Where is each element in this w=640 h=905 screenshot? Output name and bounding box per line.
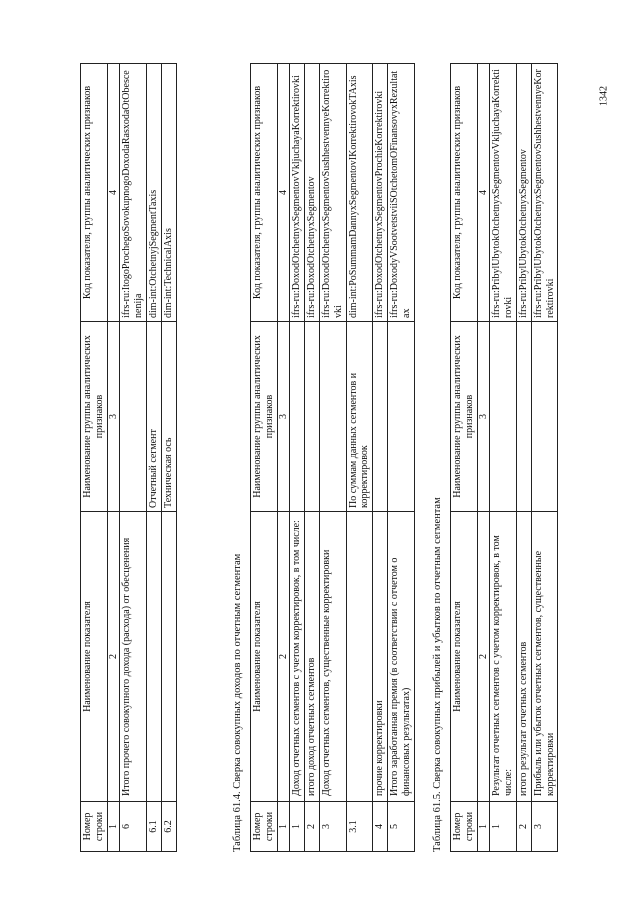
table-61-5 [450, 63, 558, 852]
table-row [531, 64, 558, 852]
row-number: 4 [373, 802, 388, 852]
caption-table-61-4: Таблица 61.4. Сверка совокупных доходов по отчетным сегментам [232, 553, 243, 852]
header-group-name: Наименование группы аналитических признаков [81, 322, 108, 512]
row-number: 2 [516, 802, 531, 852]
table-row [387, 64, 414, 852]
table-row [319, 64, 346, 852]
column-index: 1 [277, 802, 290, 852]
indicator-name [146, 512, 161, 802]
indicator-name: Доход отчетных сегментов с учетом корректировок, в том числе: [290, 512, 305, 802]
indicator-code: ifrs-ru:PribylUbytokOtchetnyxSegmentov [516, 64, 531, 322]
column-index: 2 [277, 512, 290, 802]
group-name [531, 322, 558, 512]
group-name [120, 322, 147, 512]
group-name [319, 322, 346, 512]
indicator-code: ifrs-ru:ItogoProchegoSovokupnogoDoxodaRasxodaOtObescenenija [120, 64, 147, 322]
group-name [516, 322, 531, 512]
table-row [146, 64, 161, 852]
indicator-name: Прибыль или убыток отчетных сегментов, существенные корректировки [531, 512, 558, 802]
table-row [346, 64, 373, 852]
indicator-name [161, 512, 176, 802]
table-row [490, 64, 517, 852]
indicator-code: ifrs-ru:DoxodOtchetnyxSegmentovVkljuchayaKorrektirovki [290, 64, 305, 322]
header-code: Код показателя, группы аналитических признаков [451, 64, 478, 322]
indicator-code: dim-int:PoSummamDannyxSegmentovIKorrektirovokTAxis [346, 64, 373, 322]
table-61-4-block [250, 64, 415, 852]
row-number: 1 [490, 802, 517, 852]
table-header-row [451, 64, 478, 852]
row-number: 1 [290, 802, 305, 852]
table-continuation-block [80, 64, 177, 852]
indicator-name: Итого прочего совокупного дохода (расхода) от обесценения [120, 512, 147, 802]
column-index-row [107, 64, 120, 852]
column-index: 1 [477, 802, 490, 852]
table-row [516, 64, 531, 852]
table-61-3-continuation [80, 63, 177, 852]
indicator-name: Доход отчетных сегментов, существенные корректировки [319, 512, 346, 802]
row-number: 6 [120, 802, 147, 852]
group-name [290, 322, 305, 512]
column-index-row [477, 64, 490, 852]
group-name: Отчетный сегмент [146, 322, 161, 512]
header-indicator-name: Наименование показателя [451, 512, 478, 802]
indicator-code: ifrs-ru:DoxodOtchetnyxSegmentovSushhestvennyeKorrektirovki [319, 64, 346, 322]
group-name [305, 322, 320, 512]
header-indicator-name: Наименование показателя [81, 512, 108, 802]
row-number: 3 [319, 802, 346, 852]
column-index: 2 [107, 512, 120, 802]
rotated-page-content [80, 64, 590, 852]
header-code: Код показателя, группы аналитических признаков [81, 64, 108, 322]
indicator-name: итого доход отчетных сегментов [305, 512, 320, 802]
indicator-name: Результат отчетных сегментов с учетом корректировок, в том числе: [490, 512, 517, 802]
table-row [305, 64, 320, 852]
row-number: 5 [387, 802, 414, 852]
page-number: 1342 [598, 86, 610, 106]
header-row-number: Номер строки [81, 802, 108, 852]
group-name: Техническая ось [161, 322, 176, 512]
table-row [161, 64, 176, 852]
column-index: 3 [277, 322, 290, 512]
indicator-name: итого результат отчетных сегментов [516, 512, 531, 802]
table-61-4 [250, 63, 415, 852]
column-index: 3 [107, 322, 120, 512]
row-number: 6.2 [161, 802, 176, 852]
table-row [373, 64, 388, 852]
row-number: 6.1 [146, 802, 161, 852]
column-index: 4 [277, 64, 290, 322]
table-61-5-block [450, 64, 558, 852]
indicator-code: dim-int:TechnicalAxis [161, 64, 176, 322]
table-header-row [251, 64, 278, 852]
indicator-code: ifrs-ru:PribylUbytokOtchetnyxSegmentovVkljuchayaKorrektirovki [490, 64, 517, 322]
column-index: 1 [107, 802, 120, 852]
column-index: 4 [107, 64, 120, 322]
caption-table-61-5: Таблица 61.5. Сверка совокупных прибылей и убытков по отчетным сегментам [432, 497, 443, 852]
indicator-code: dim-int:OtchetnyjSegmentTaxis [146, 64, 161, 322]
indicator-code: ifrs-ru:DoxodOtchetnyxSegmentovProchieKorrektirovki [373, 64, 388, 322]
indicator-code: ifrs-ru:DoxodOtchetnyxSegmentov [305, 64, 320, 322]
column-index: 2 [477, 512, 490, 802]
header-code: Код показателя, группы аналитических признаков [251, 64, 278, 322]
row-number: 2 [305, 802, 320, 852]
indicator-code: ifrs-ru:PribylUbytokOtchetnyxSegmentovSushhestvennyeKorrektirovki [531, 64, 558, 322]
header-indicator-name: Наименование показателя [251, 512, 278, 802]
header-row-number: Номер строки [451, 802, 478, 852]
row-number: 3 [531, 802, 558, 852]
header-group-name: Наименование группы аналитических признаков [451, 322, 478, 512]
row-number: 3.1 [346, 802, 373, 852]
indicator-code: ifrs-ru:DoxodyVSootvetstviiSOtchetomOFinansovyxRezultatax [387, 64, 414, 322]
group-name [387, 322, 414, 512]
header-group-name: Наименование группы аналитических признаков [251, 322, 278, 512]
indicator-name: прочие корректировки [373, 512, 388, 802]
indicator-name: Итого заработанная премия (в соответствии с отчетом о финансовых результатах) [387, 512, 414, 802]
header-row-number: Номер строки [251, 802, 278, 852]
group-name: По суммам данных сегментов и корректировок [346, 322, 373, 512]
table-row [120, 64, 147, 852]
column-index: 4 [477, 64, 490, 322]
table-row [290, 64, 305, 852]
group-name [373, 322, 388, 512]
column-index-row [277, 64, 290, 852]
column-index: 3 [477, 322, 490, 512]
group-name [490, 322, 517, 512]
indicator-name [346, 512, 373, 802]
table-header-row [81, 64, 108, 852]
